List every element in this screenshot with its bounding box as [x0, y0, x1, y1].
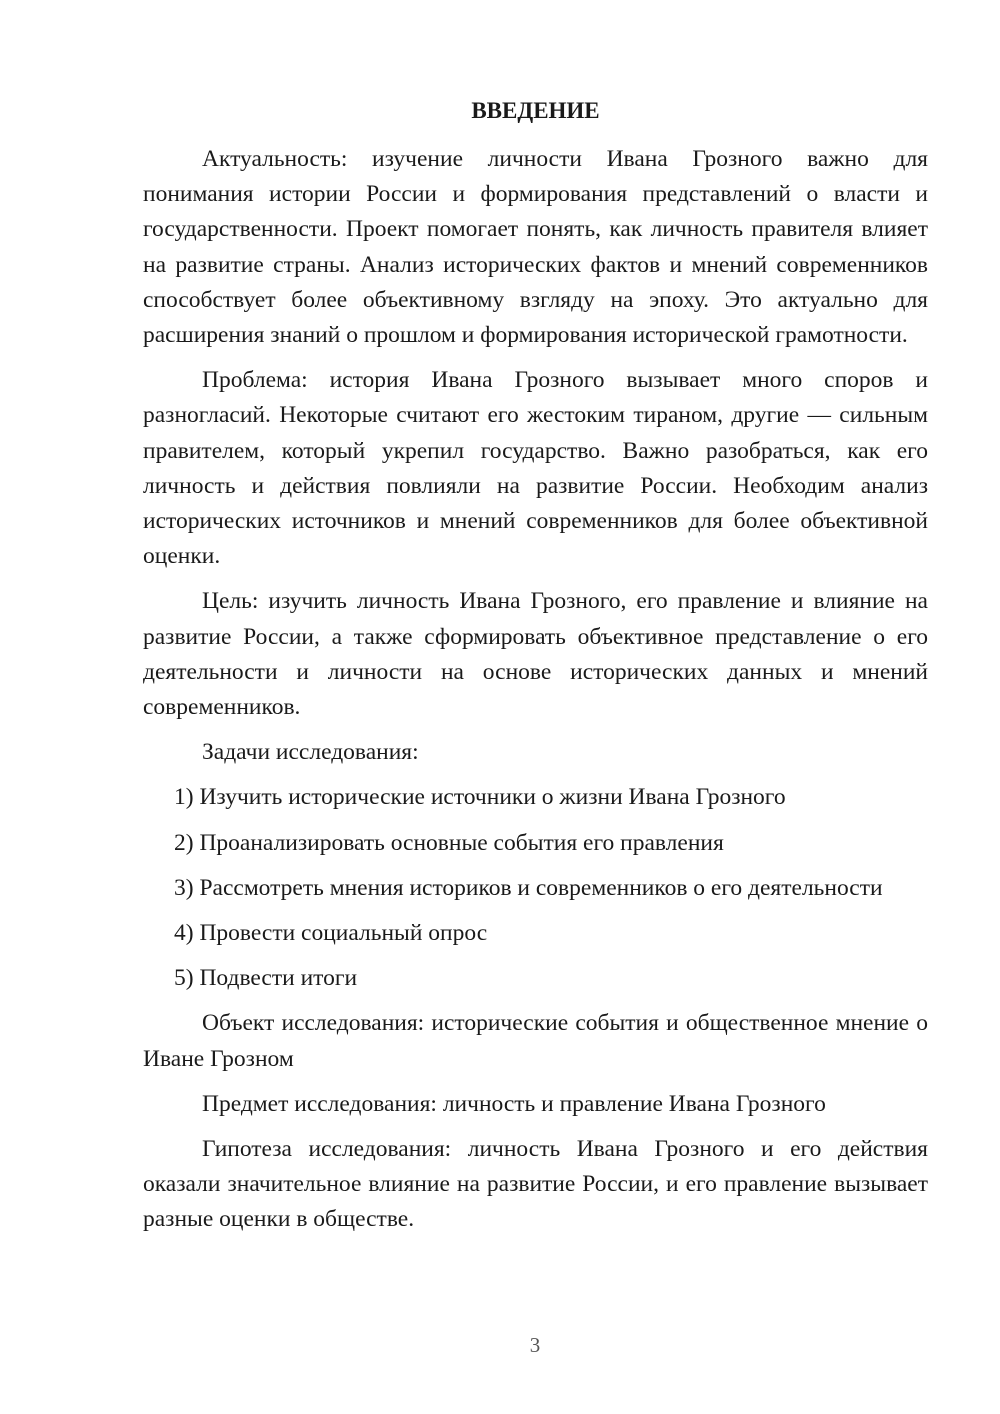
goal-paragraph: Цель: изучить личность Ивана Грозного, его правление и влияние на развитие России, а также сформировать объективное представление о его деятельности и личности на основе исторических данных и мнений современников.	[143, 588, 928, 721]
list-item	[143, 871, 928, 906]
task-number: 4)	[174, 920, 194, 947]
task-number: 3)	[174, 874, 194, 901]
relevance-paragraph: Актуальность: изучение личности Ивана Грозного важно для понимания истории России и формирования представлений о власти и государственности. Проект помогает понять, как личность правителя влияет на развитие страны. Анализ исторических фактов и мнений современников способствует более объективному взгляду на эпоху. Это актуально для расширения знаний о прошлом и формирования исторической грамотности.	[143, 146, 928, 349]
page-title: ВВЕДЕНИЕ	[471, 98, 600, 123]
task-number: 5)	[174, 965, 194, 992]
task-number: 2)	[174, 829, 194, 856]
page-number: 3	[529, 1333, 541, 1357]
task-text: Проанализировать основные события его правления	[199, 829, 724, 856]
document-body	[143, 142, 928, 1248]
task-text: Рассмотреть мнения историков и современников о его деятельности	[199, 874, 883, 901]
subject-paragraph: Предмет исследования: личность и правление Ивана Грозного	[202, 1090, 826, 1117]
task-text: Изучить исторические источники о жизни Ивана Грозного	[199, 784, 786, 811]
tasks-label: Задачи исследования:	[202, 739, 419, 766]
list-item	[143, 916, 928, 951]
task-number: 1)	[174, 784, 194, 811]
list-item	[143, 961, 928, 996]
tasks-list	[143, 780, 928, 996]
object-paragraph: Объект исследования: исторические события и общественное мнение о Иване Грозном	[143, 1010, 928, 1072]
problem-paragraph: Проблема: история Ивана Грозного вызывает много споров и разногласий. Некоторые считают его жестоким тираном, другие — сильным правителем, который укрепил государство. Важно разобраться, как его личность и действия повлияли на развитие России. Необходим анализ исторических источников и мнений современников для более объективной оценки.	[143, 367, 928, 570]
list-item	[143, 826, 928, 861]
task-text: Провести социальный опрос	[199, 920, 488, 947]
hypothesis-paragraph: Гипотеза исследования: личность Ивана Грозного и его действия оказали значительное влияние на развитие России, и его правление вызывает разные оценки в обществе.	[143, 1136, 928, 1233]
task-text: Подвести итоги	[199, 965, 358, 992]
list-item	[143, 780, 928, 815]
